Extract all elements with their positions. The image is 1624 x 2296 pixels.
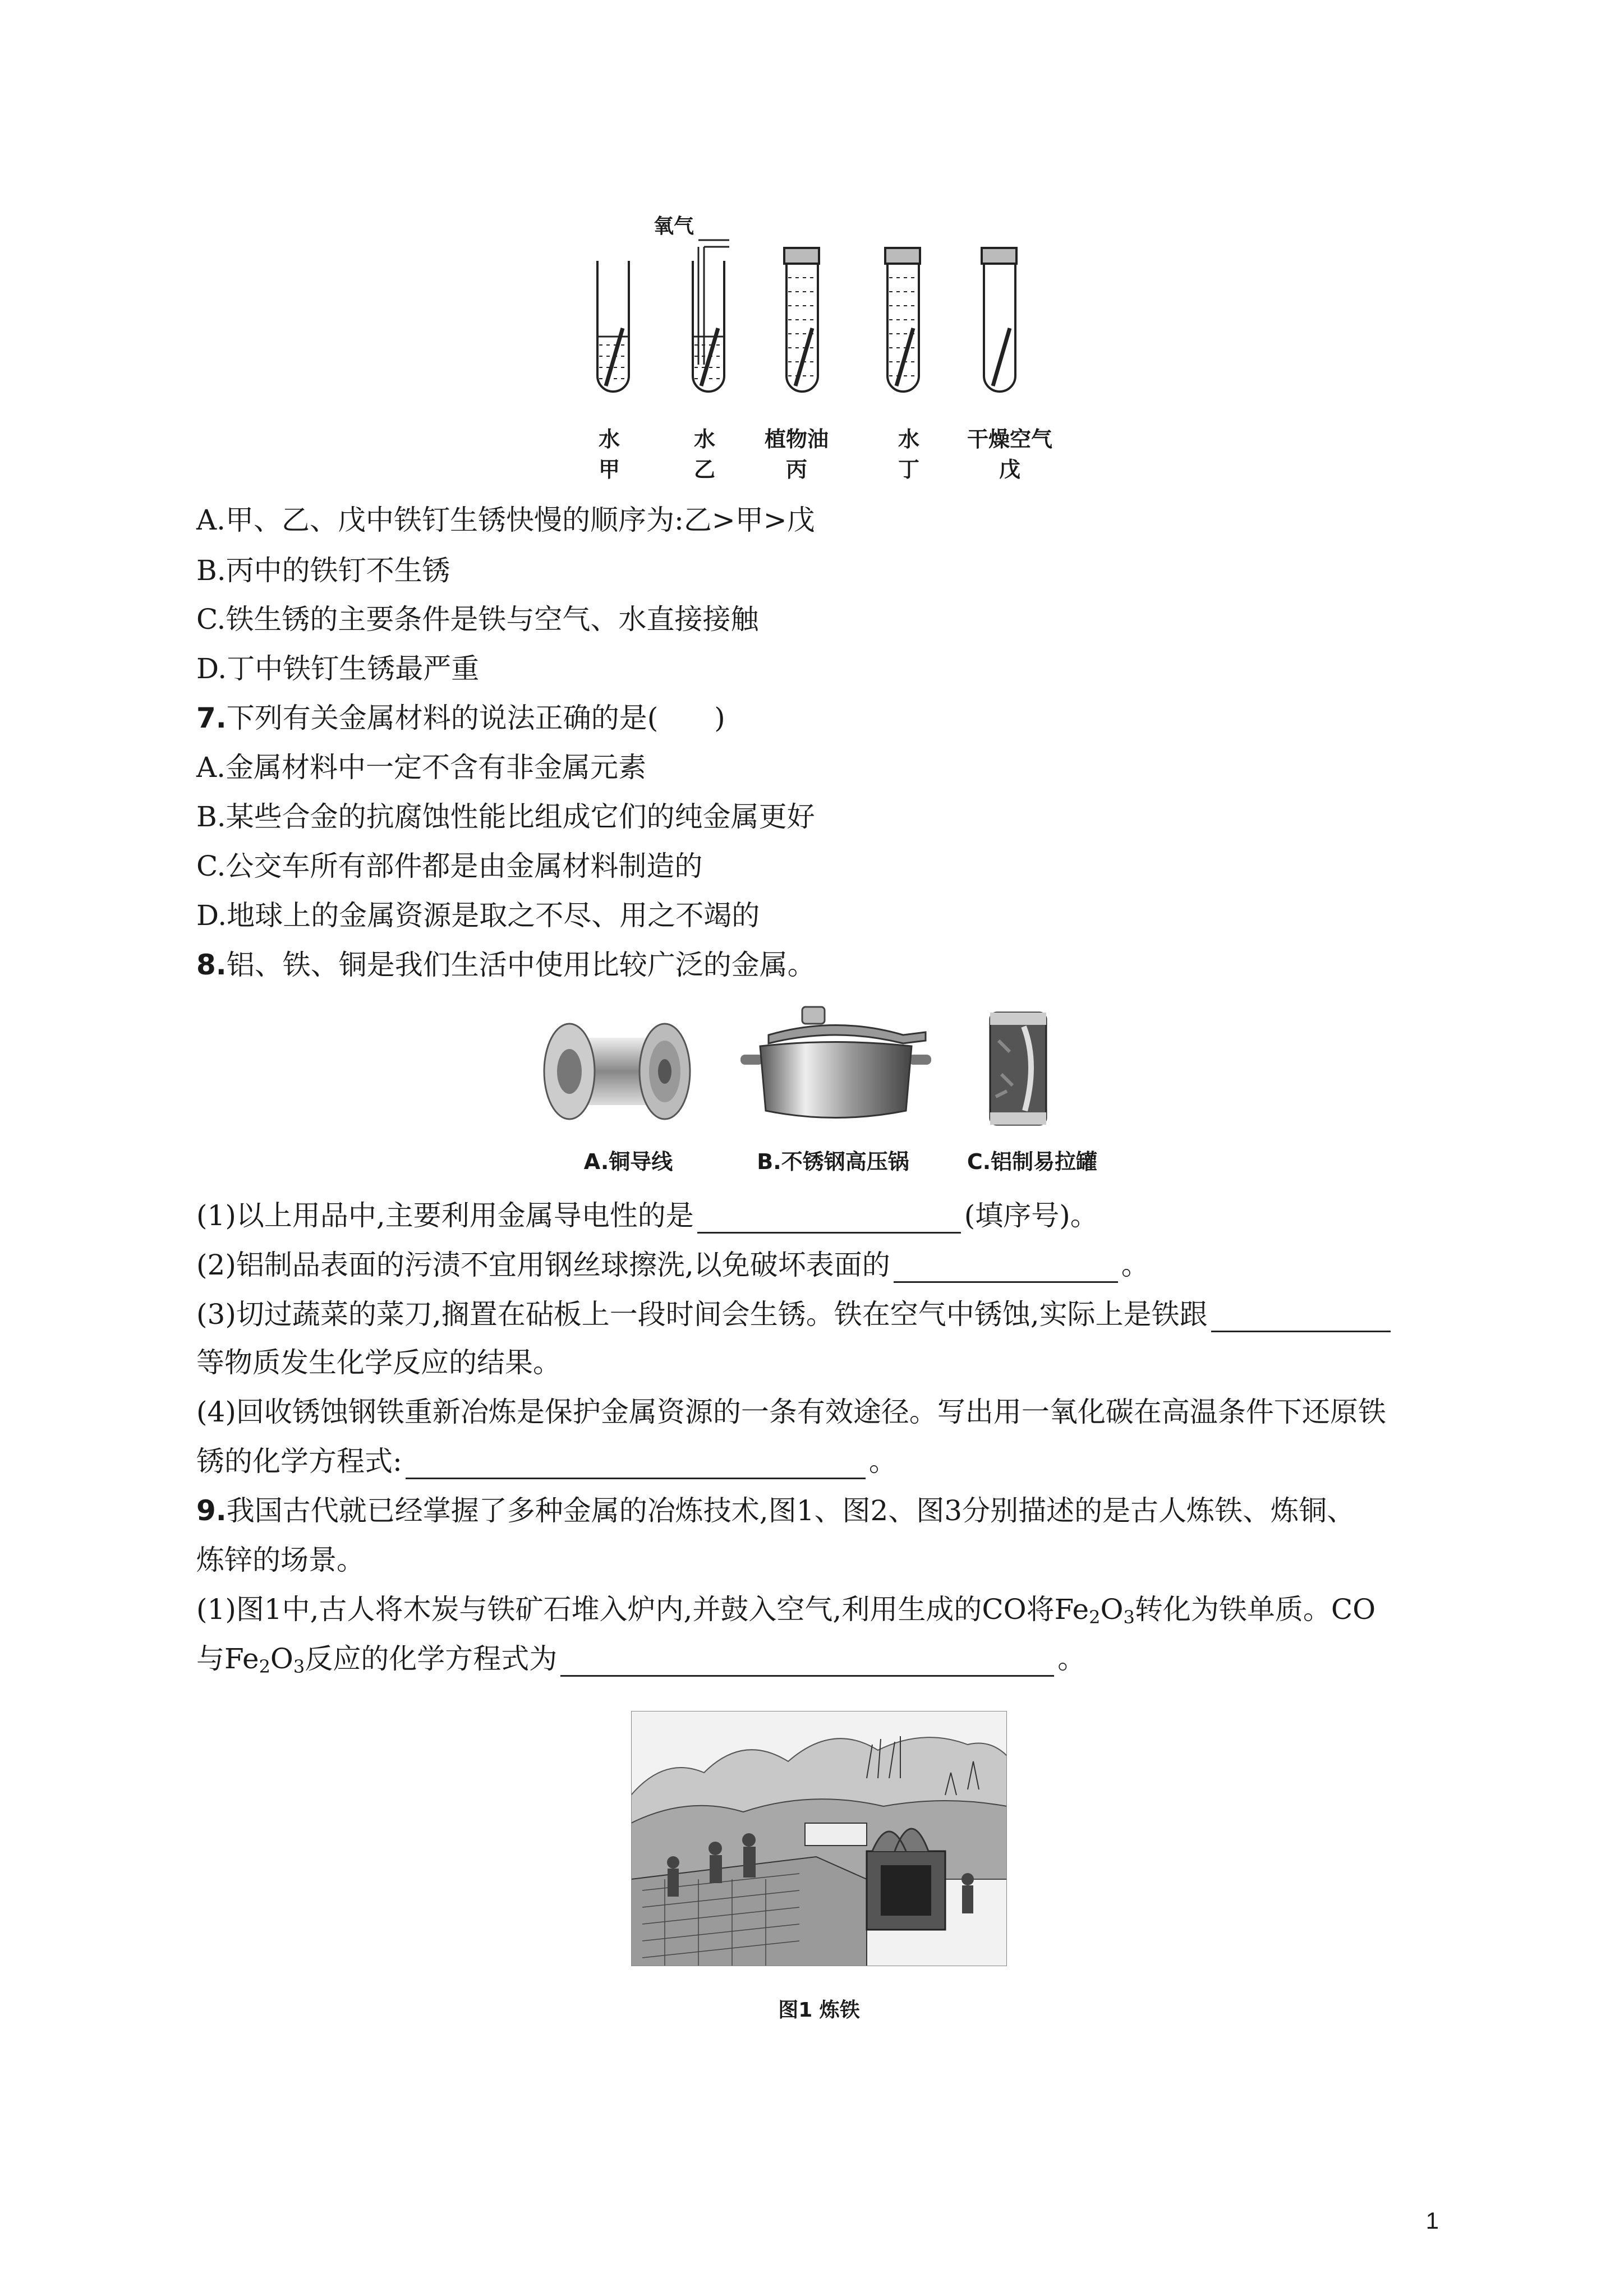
q9-part1-cont bbox=[196, 1641, 1085, 1677]
q6-option-d: D.丁中铁钉生锈最严重 bbox=[196, 652, 480, 685]
q6-option-b: B.丙中的铁钉不生锈 bbox=[196, 554, 450, 587]
q7-option-a: A.金属材料中一定不含有非金属元素 bbox=[196, 751, 647, 784]
q9-part1-cont-text: 与Fe bbox=[196, 1642, 259, 1675]
q8-part4-suffix: 。 bbox=[868, 1445, 897, 1478]
q9-number: 9. bbox=[196, 1494, 227, 1527]
q8-part3-text: (3)切过蔬菜的菜刀,搁置在砧板上一段时间会生锈。铁在空气中锈蚀,实际上是铁跟 bbox=[196, 1298, 1208, 1331]
fe2o3-subscript-2: 2 bbox=[1089, 1607, 1101, 1628]
fe2o3-subscript-2b: 2 bbox=[259, 1656, 270, 1677]
copper-wire-spool-image bbox=[539, 1015, 707, 1128]
q8-part4-answer-blank[interactable] bbox=[406, 1448, 866, 1479]
q8-part1-text: (1)以上用品中,主要利用金属导电性的是 bbox=[196, 1199, 694, 1232]
tube-label-wu-name: 戊 bbox=[999, 457, 1020, 482]
q8-part3-cont: 等物质发生化学反应的结果。 bbox=[196, 1346, 561, 1379]
tube-label-jia-content: 水 bbox=[598, 427, 620, 452]
q8-part1 bbox=[196, 1198, 1098, 1234]
q8-part1-answer-blank[interactable] bbox=[697, 1203, 961, 1234]
q9-stem-text: 我国古代就已经掌握了多种金属的冶炼技术,图1、图2、图3分别描述的是古人炼铁、炼铜、 bbox=[226, 1494, 1355, 1527]
caption-aluminum-can: C.铝制易拉罐 bbox=[967, 1149, 1098, 1174]
oxygen-label: 氧气 bbox=[654, 215, 694, 238]
q8-part3 bbox=[196, 1296, 1394, 1332]
page-number: 1 bbox=[1425, 2207, 1439, 2234]
q8-stem bbox=[196, 947, 816, 983]
q6-option-a: A.甲、乙、戊中铁钉生锈快慢的顺序为:乙>甲>戊 bbox=[196, 504, 815, 536]
q7-number: 7. bbox=[196, 702, 227, 734]
q9-part1-answer-blank[interactable] bbox=[560, 1646, 1054, 1677]
q9-stem bbox=[196, 1493, 1355, 1529]
tube-label-yi-content: 水 bbox=[693, 427, 715, 452]
q7-stem bbox=[196, 700, 725, 736]
q9-part1-cont-text2: 反应的化学方程式为 bbox=[305, 1642, 558, 1675]
tube-label-bing-content: 植物油 bbox=[764, 427, 829, 452]
q9-part1-text-end: 转化为铁单质。CO bbox=[1134, 1593, 1376, 1626]
q7-option-d: D.地球上的金属资源是取之不尽、用之不竭的 bbox=[196, 899, 760, 932]
figure-1-caption: 图1 炼铁 bbox=[778, 1999, 860, 2022]
fe2o3-subscript-3: 3 bbox=[1123, 1607, 1135, 1628]
q8-part4-text: 锈的化学方程式: bbox=[196, 1445, 402, 1478]
caption-pressure-cooker: B.不锈钢高压锅 bbox=[757, 1149, 909, 1174]
q8-part2-text: (2)铝制品表面的污渍不宜用钢丝球擦洗,以免破坏表面的 bbox=[196, 1249, 890, 1281]
q7-option-c: C.公交车所有部件都是由金属材料制造的 bbox=[196, 850, 703, 882]
q9-stem-cont: 炼锌的场景。 bbox=[196, 1544, 365, 1576]
q8-stem-text: 铝、铁、铜是我们生活中使用比较广泛的金属。 bbox=[226, 949, 816, 981]
q7-option-b: B.某些合金的抗腐蚀性能比组成它们的纯金属更好 bbox=[196, 800, 815, 833]
fe2o3-subscript-3b: 3 bbox=[293, 1656, 305, 1677]
tube-label-ding-content: 水 bbox=[898, 427, 919, 452]
tube-label-ding-name: 丁 bbox=[898, 457, 919, 482]
q8-part4-cont bbox=[196, 1443, 897, 1479]
q9-part1-suffix: 。 bbox=[1057, 1642, 1086, 1675]
q8-number: 8. bbox=[196, 949, 227, 981]
q8-part1-suffix: (填序号)。 bbox=[964, 1199, 1098, 1232]
pressure-cooker-image bbox=[735, 1004, 937, 1128]
fe2o3-oxygen: O bbox=[1100, 1593, 1124, 1626]
test-tube-diagram bbox=[583, 208, 1071, 443]
tube-label-wu-content: 干燥空气 bbox=[967, 427, 1052, 452]
q6-option-c: C.铁生锈的主要条件是铁与空气、水直接接触 bbox=[196, 603, 759, 636]
q8-part2-suffix: 。 bbox=[1121, 1249, 1149, 1281]
tube-label-yi-name: 乙 bbox=[693, 457, 715, 482]
q8-part4: (4)回收锈蚀钢铁重新冶炼是保护金属资源的一条有效途径。写出用一氧化碳在高温条件下还原铁 bbox=[196, 1396, 1386, 1428]
tube-label-jia-name: 甲 bbox=[598, 457, 620, 482]
fe2o3-oxygen-b: O bbox=[270, 1642, 293, 1675]
tube-label-bing-name: 丙 bbox=[785, 457, 807, 482]
iron-smelting-illustration bbox=[631, 1711, 1007, 1966]
q8-part2 bbox=[196, 1247, 1149, 1283]
q9-part1 bbox=[196, 1591, 1375, 1627]
aluminum-can-image bbox=[984, 1007, 1052, 1130]
q8-part2-answer-blank[interactable] bbox=[894, 1252, 1118, 1283]
q9-part1-text: (1)图1中,古人将木炭与铁矿石堆入炉内,并鼓入空气,利用生成的CO将Fe bbox=[196, 1593, 1089, 1626]
caption-copper-wire: A.铜导线 bbox=[583, 1149, 673, 1174]
q7-stem-text: 下列有关金属材料的说法正确的是( ) bbox=[226, 702, 725, 734]
q8-part3-answer-blank[interactable] bbox=[1211, 1301, 1391, 1332]
